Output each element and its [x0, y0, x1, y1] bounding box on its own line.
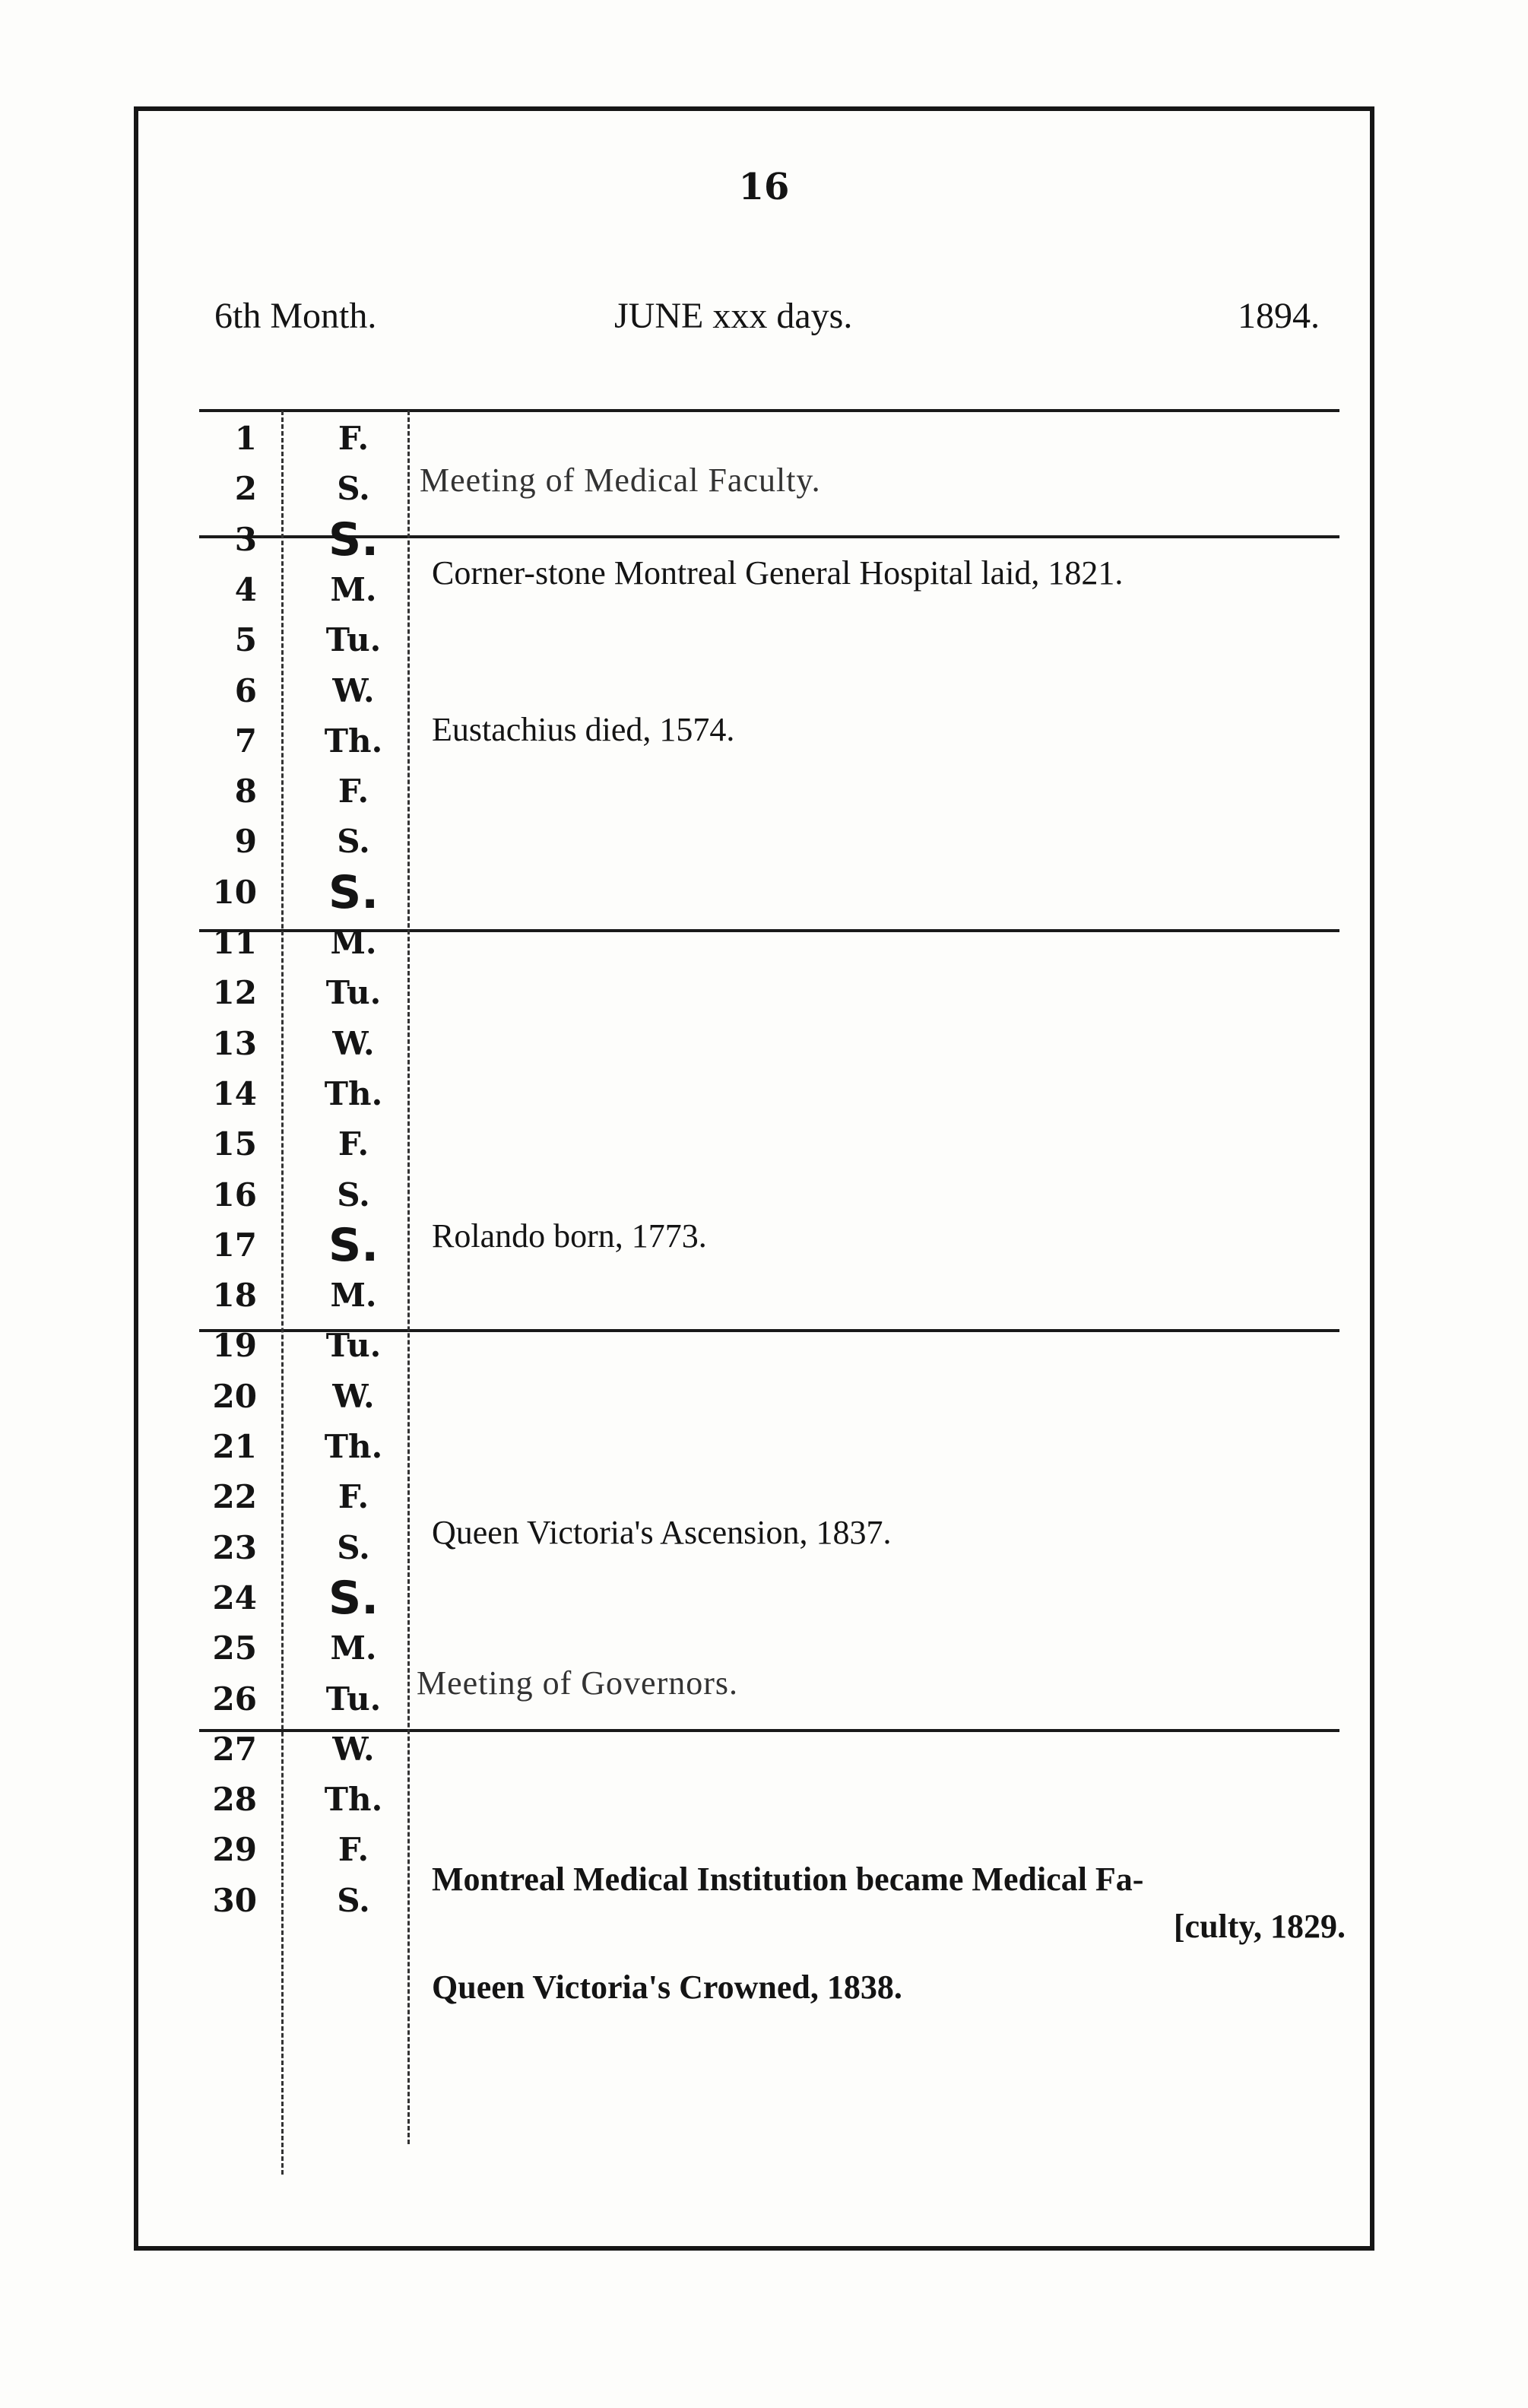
day-number: 28 — [212, 1781, 257, 1818]
day-number: 30 — [212, 1882, 257, 1919]
weekday: M. — [330, 924, 377, 961]
event-hospital-cornerstone: Corner-stone Montreal General Hospital laid, 1821. — [432, 554, 1124, 592]
weekday: Tu. — [325, 974, 382, 1011]
weekday: W. — [332, 1731, 375, 1768]
day-number: 24 — [212, 1579, 257, 1616]
day-number: 5 — [234, 621, 257, 658]
day-number: 17 — [212, 1226, 257, 1264]
weekday: Tu. — [325, 1327, 382, 1364]
weekday: S. — [337, 823, 370, 860]
month-number: 6th Month. — [214, 296, 377, 336]
day-number: 26 — [212, 1680, 257, 1718]
weekday-sunday: S. — [328, 513, 379, 566]
weekday-sunday: S. — [328, 1219, 379, 1272]
weekday: F. — [338, 773, 369, 810]
weekday: Th. — [324, 1075, 383, 1112]
week-rule — [199, 409, 1339, 412]
weekday: F. — [338, 420, 369, 457]
column-divider-right — [407, 411, 410, 2144]
day-number: 4 — [234, 571, 257, 608]
weekday-sunday: S. — [328, 866, 379, 919]
day-number: 21 — [212, 1428, 257, 1465]
event-victoria-crowned: Queen Victoria's Crowned, 1838. — [432, 1969, 902, 2006]
day-number: 25 — [212, 1629, 257, 1667]
day-number: 19 — [212, 1327, 257, 1364]
day-number: 10 — [212, 874, 257, 911]
weekday: Th. — [324, 1781, 383, 1818]
weekday: S. — [337, 1529, 370, 1566]
page-number: 16 — [738, 166, 790, 208]
day-number: 11 — [212, 924, 257, 961]
weekday-sunday: S. — [328, 1572, 379, 1625]
day-number: 1 — [234, 420, 257, 457]
day-number: 18 — [212, 1277, 257, 1314]
weekday: Th. — [324, 722, 383, 760]
day-number: 15 — [212, 1125, 257, 1163]
day-number: 2 — [234, 470, 257, 507]
event-governors-meeting: Meeting of Governors. — [417, 1664, 739, 1702]
day-number: 7 — [234, 722, 257, 760]
day-number: 23 — [212, 1529, 257, 1566]
weekday: W. — [332, 672, 375, 709]
day-number: 14 — [212, 1075, 257, 1112]
day-number: 16 — [212, 1176, 257, 1214]
weekday: F. — [338, 1478, 369, 1515]
weekday: Th. — [324, 1428, 383, 1465]
event-rolando: Rolando born, 1773. — [432, 1217, 707, 1255]
weekday: M. — [330, 1277, 377, 1314]
weekday: Tu. — [325, 1680, 382, 1718]
event-medical-faculty-meeting: Meeting of Medical Faculty. — [420, 462, 821, 499]
day-number: 9 — [234, 823, 257, 860]
event-eustachius: Eustachius died, 1574. — [432, 711, 735, 748]
weekday: F. — [338, 1125, 369, 1163]
event-medical-institution: Montreal Medical Institution became Medical Fa- — [432, 1861, 1144, 1898]
event-medical-institution-continued: [culty, 1829. — [1173, 1908, 1346, 1945]
weekday: S. — [337, 1882, 370, 1919]
event-victoria-ascension: Queen Victoria's Ascension, 1837. — [432, 1514, 892, 1551]
day-number: 13 — [212, 1025, 257, 1062]
column-divider-left — [281, 411, 284, 2175]
day-number: 20 — [212, 1378, 257, 1415]
weekday: S. — [337, 1176, 370, 1214]
weekday: M. — [330, 571, 377, 608]
day-number: 6 — [234, 672, 257, 709]
weekday: F. — [338, 1831, 369, 1868]
day-number: 8 — [234, 773, 257, 810]
weekday: W. — [332, 1378, 375, 1415]
day-number: 12 — [212, 974, 257, 1011]
day-number: 22 — [212, 1478, 257, 1515]
year: 1894. — [1238, 296, 1320, 336]
weekday: Tu. — [325, 621, 382, 658]
month-title: JUNE xxx days. — [614, 296, 853, 336]
day-number: 29 — [212, 1831, 257, 1868]
weekday: S. — [337, 470, 370, 507]
day-number: 3 — [234, 521, 257, 558]
weekday: M. — [330, 1629, 377, 1667]
weekday: W. — [332, 1025, 375, 1062]
day-number: 27 — [212, 1731, 257, 1768]
